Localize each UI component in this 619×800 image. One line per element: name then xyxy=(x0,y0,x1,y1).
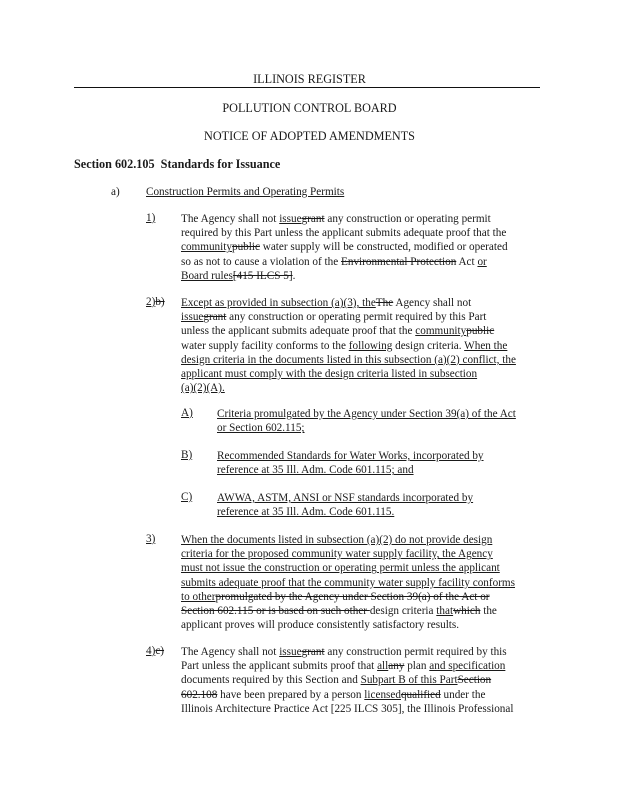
inserted-text: criteria for the proposed community water supply facility, the Agency xyxy=(181,548,493,561)
header-rule xyxy=(74,87,540,88)
item-3-number: 3) xyxy=(146,533,156,545)
text-line xyxy=(181,324,516,338)
subitem-a-text xyxy=(217,407,516,435)
inserted-text: submits adequate proof that the community water supply facility conforms xyxy=(181,576,515,589)
text-segment: any construction permit required by this xyxy=(324,646,507,658)
register-header: ILLINOIS REGISTER xyxy=(253,72,366,86)
item-3-text xyxy=(181,533,515,632)
text-segment: . xyxy=(292,269,296,282)
deleted-text: any xyxy=(388,660,405,673)
subitem-c-line: AWWA, ASTM, ANSI or NSF standards incorporated by xyxy=(217,492,474,504)
text-line xyxy=(181,673,513,687)
item-4-number xyxy=(146,645,164,657)
deleted-text: grant xyxy=(301,213,325,225)
subitem-b-line: Recommended Standards for Water Works, incorporated by xyxy=(217,450,484,462)
deleted-text: public xyxy=(231,241,260,254)
inserted-text: When the documents listed in subsection (a)(2) do not provide design xyxy=(181,534,493,546)
text-segment: have been prepared by a person xyxy=(217,688,365,701)
text-segment: under the xyxy=(440,688,486,701)
deleted-text: Section xyxy=(457,674,492,687)
item-2-text xyxy=(181,296,516,395)
text-line xyxy=(181,240,508,254)
deleted-text: grant xyxy=(203,311,227,324)
inserted-text: community xyxy=(181,241,232,254)
text-segment: The Agency shall not xyxy=(181,213,280,225)
text-segment: Illinois Architecture Practice Act [225 ILCS 305], the Illinois Professional xyxy=(181,702,514,715)
item-2-number-old: b) xyxy=(155,296,165,308)
text-segment: Agency shall not xyxy=(393,297,472,309)
deleted-text: qualified xyxy=(400,688,441,701)
text-line xyxy=(181,604,515,618)
deleted-text: grant xyxy=(301,646,325,658)
subitem-b-line: reference at 35 Ill. Adm. Code 601.115; and xyxy=(217,464,414,477)
section-title: Standards for Issuance xyxy=(160,157,281,171)
text-line xyxy=(181,296,516,310)
text-line xyxy=(181,212,508,226)
text-line xyxy=(181,226,508,240)
item-1-number: 1) xyxy=(146,212,156,224)
subitem-c-text xyxy=(217,491,473,519)
item-1-text xyxy=(181,212,508,283)
inserted-text: that xyxy=(436,605,454,618)
subitem-c-label: C) xyxy=(181,491,193,503)
deleted-text: 602.108 xyxy=(181,688,218,701)
text-line xyxy=(181,269,508,283)
text-line xyxy=(181,255,508,269)
subitem-b-text xyxy=(217,449,484,477)
inserted-text: applicant must comply with the design criteria listed in subsection xyxy=(181,368,478,381)
text-line xyxy=(181,310,516,324)
text-line xyxy=(181,533,515,547)
text-line xyxy=(181,576,515,590)
text-segment: applicant proves will produce consistently satisfactory results. xyxy=(181,619,460,632)
text-line xyxy=(181,353,516,367)
deleted-text: public xyxy=(466,325,495,338)
section-heading xyxy=(74,157,280,172)
section-number: Section 602.105 xyxy=(74,157,155,171)
inserted-text: issue xyxy=(181,311,204,324)
inserted-text: When the xyxy=(464,339,508,352)
text-segment: required by this Part unless the applicant submits adequate proof that the xyxy=(181,227,507,240)
subitem-b-label: B) xyxy=(181,449,193,461)
inserted-text: Except as provided in subsection (a)(3), the xyxy=(181,297,376,309)
deleted-text: Environmental Protection xyxy=(341,255,457,268)
text-segment: plan xyxy=(404,660,430,673)
text-segment: any construction or operating permit xyxy=(324,213,491,225)
text-segment: Act xyxy=(456,255,478,268)
text-segment: water supply facility conforms to the xyxy=(181,339,349,352)
text-line xyxy=(181,688,513,702)
deleted-text: promulgated by the Agency under Section 39(a) of the Act or xyxy=(215,590,490,603)
text-segment: unless the applicant submits adequate proof that the xyxy=(181,325,416,338)
inserted-text: licensed xyxy=(364,688,401,701)
inserted-text: must not issue the construction or operating permit unless the applicant xyxy=(181,562,500,575)
text-segment: design criteria. xyxy=(392,339,465,352)
text-segment: Part unless the applicant submits proof that xyxy=(181,660,378,673)
item-4-number-old: c) xyxy=(155,645,165,657)
deleted-text: The xyxy=(375,297,394,309)
subitem-a-line: or Section 602.115; xyxy=(217,422,305,435)
item-2-number xyxy=(146,296,165,308)
text-line xyxy=(181,367,516,381)
subsection-a-label: a) xyxy=(111,186,120,198)
inserted-text: design criteria in the documents listed in this subsection (a)(2) conflict, the xyxy=(181,353,516,366)
text-line xyxy=(181,339,516,353)
item-2-number-new: 2) xyxy=(146,296,156,308)
text-segment: any construction or operating permit required by this Part xyxy=(226,311,487,324)
inserted-text: Board rules xyxy=(181,269,233,282)
item-4-text xyxy=(181,645,513,716)
item-4-number-new: 4) xyxy=(146,645,156,657)
text-segment: The Agency shall not xyxy=(181,646,280,658)
inserted-text: following xyxy=(348,339,393,352)
inserted-text: all xyxy=(377,660,389,673)
subitem-a-line: Criteria promulgated by the Agency under Section 39(a) of the Act xyxy=(217,408,516,420)
notice-title: NOTICE OF ADOPTED AMENDMENTS xyxy=(204,129,415,143)
text-line xyxy=(181,590,515,604)
text-segment: design criteria xyxy=(369,605,437,618)
subitem-a-label: A) xyxy=(181,407,193,419)
subitem-c-line: reference at 35 Ill. Adm. Code 601.115. xyxy=(217,506,395,519)
inserted-text: and specification xyxy=(429,660,506,673)
text-line xyxy=(181,618,515,632)
inserted-text: (a)(2)(A). xyxy=(181,382,225,395)
text-line xyxy=(181,561,515,575)
inserted-text: Subpart B of this Part xyxy=(360,674,458,687)
deleted-text: Section 602.115 or is based on such other xyxy=(181,605,370,618)
text-segment: so as not to cause a violation of the xyxy=(181,255,342,268)
deleted-text: [415 ILCS 5] xyxy=(232,269,293,282)
text-line xyxy=(181,702,513,716)
inserted-text: to other xyxy=(181,590,216,603)
text-segment: documents required by this Section and xyxy=(181,674,361,687)
text-segment: the xyxy=(480,605,497,618)
inserted-text: issue xyxy=(279,646,302,658)
inserted-text: community xyxy=(415,325,467,338)
deleted-text: which xyxy=(453,605,481,618)
text-line xyxy=(181,659,513,673)
inserted-text: or xyxy=(477,255,487,268)
subsection-a-title: Construction Permits and Operating Permits xyxy=(146,186,345,198)
text-line xyxy=(181,381,516,395)
board-name: POLLUTION CONTROL BOARD xyxy=(222,101,397,115)
text-line xyxy=(181,645,513,659)
text-line xyxy=(181,547,515,561)
inserted-text: issue xyxy=(279,213,302,225)
text-segment: water supply will be constructed, modified or operated xyxy=(259,241,508,254)
